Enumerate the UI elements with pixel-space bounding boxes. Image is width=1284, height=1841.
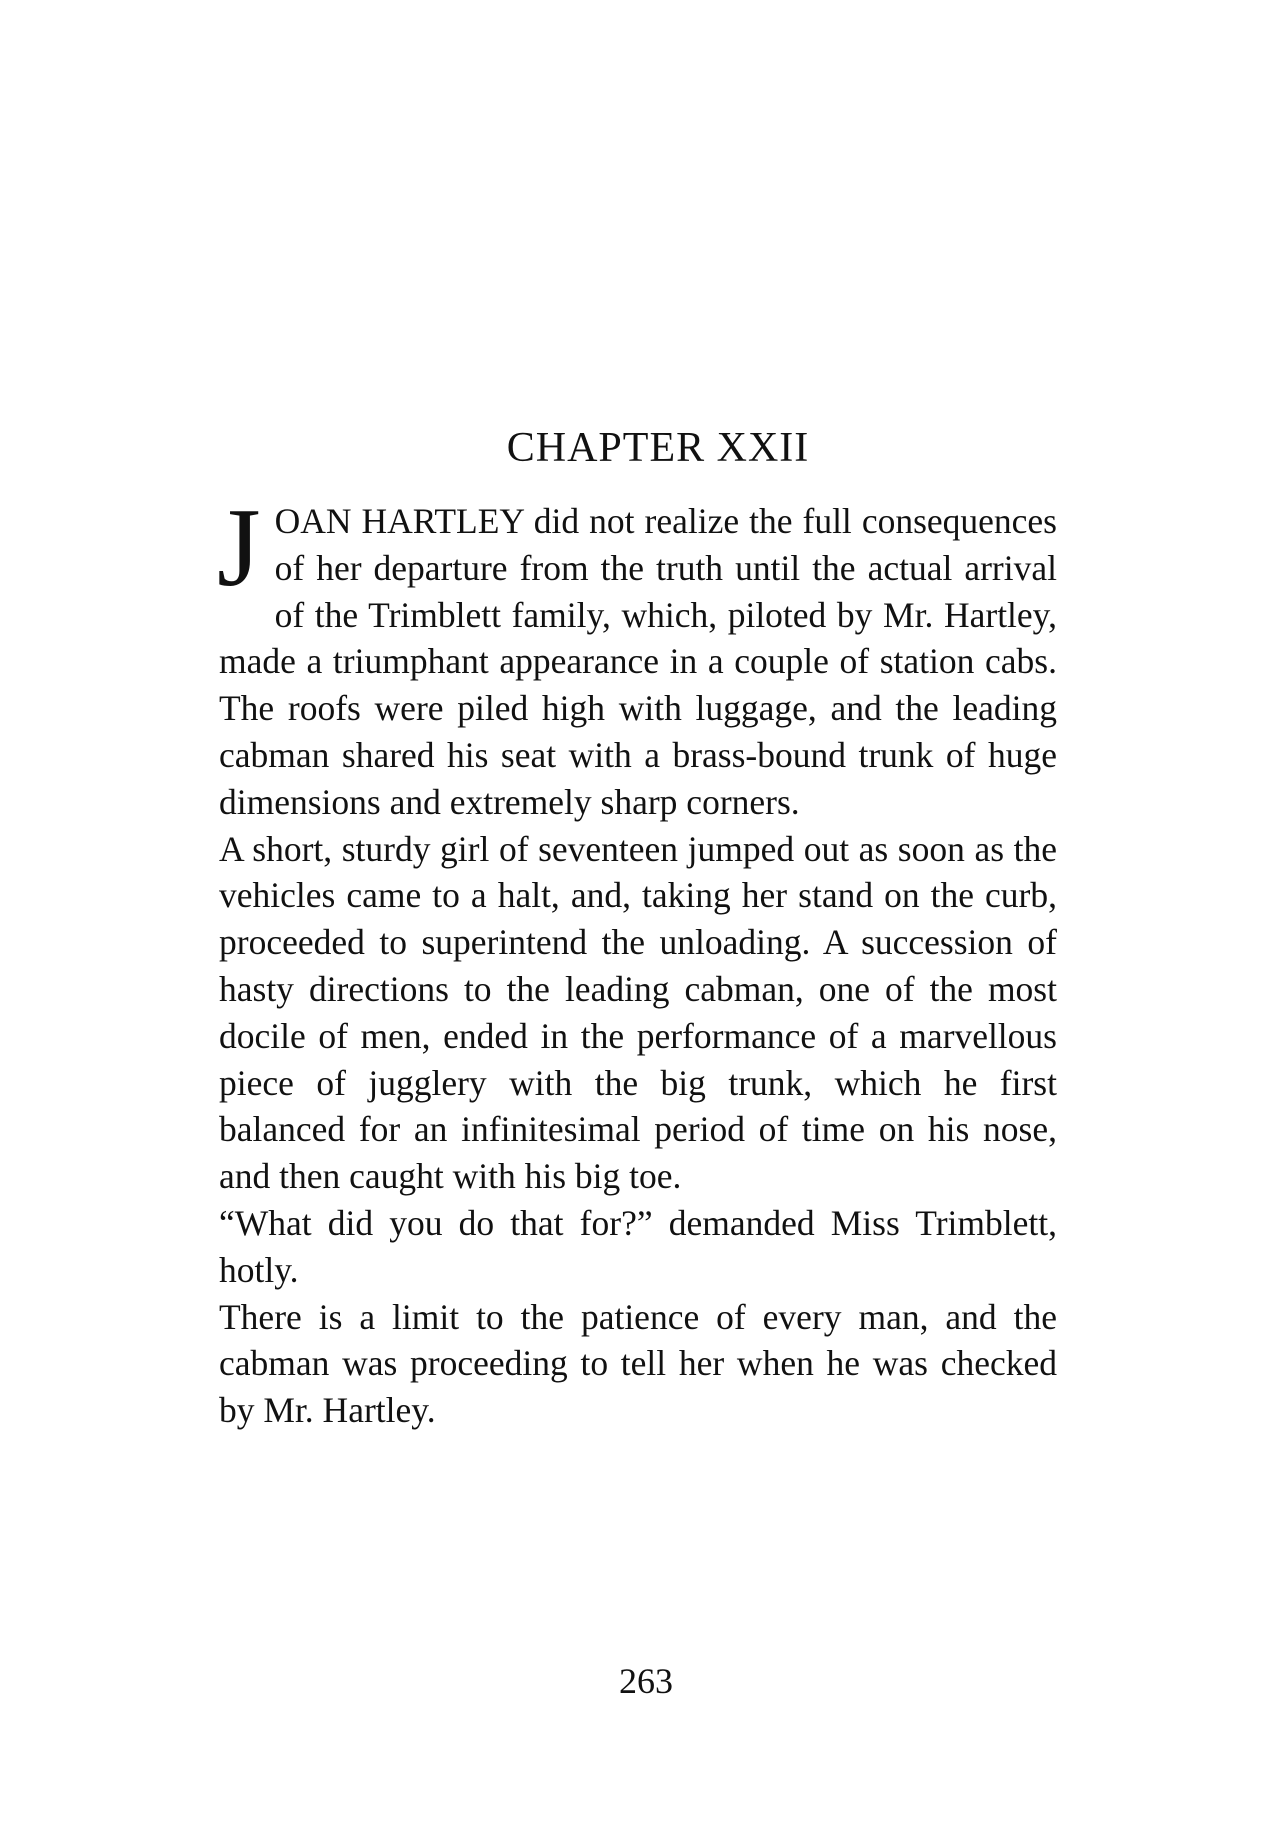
paragraph-3: “What did you do that for?” demanded Miss Trimblett, hotly. <box>219 1202 1057 1290</box>
paragraph-2: A short, sturdy girl of seventeen jumped out as soon as the vehicles came to a halt, and, taking her stand on the curb, proceeded to superintend the unloading. A succession of hasty directions to the leading cabman, one of the most docile of men, ended in the performance of a marvellous piece of jugglery with the big trunk, which he first balanced for an infinitesimal period of time on his nose, and then caught with his big toe. <box>219 828 1057 1197</box>
body-text <box>217 486 1057 1434</box>
drop-cap: J <box>217 486 261 610</box>
paragraph-1-text: OAN HARTLEY did not realize the full consequences of her departure from the truth until the actual arrival of the Trimblett family, which, piloted by Mr. Hartley, made a triumphant appearance in a couple of station cabs. The roofs were piled high with luggage, and the leading cabman shared his seat with a brass-bound trunk of huge dimensions and extremely sharp corners. <box>219 501 1057 822</box>
chapter-title: CHAPTER XXII <box>506 425 810 471</box>
paragraph-4: There is a limit to the patience of every man, and the cabman was proceeding to tell her when he was checked by Mr. Hartley. <box>219 1296 1057 1431</box>
paragraph-1 <box>217 486 1057 826</box>
page-number: 263 <box>619 1661 673 1701</box>
